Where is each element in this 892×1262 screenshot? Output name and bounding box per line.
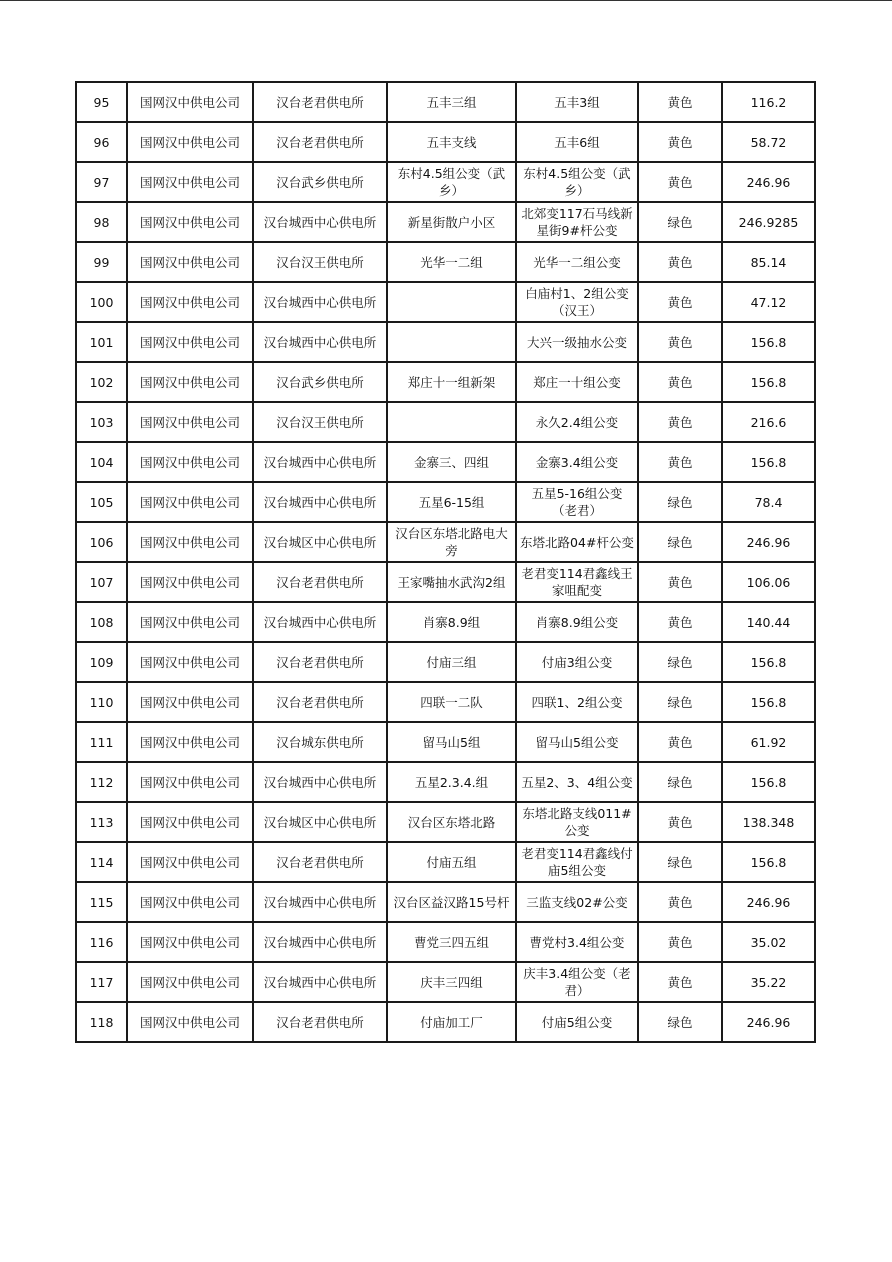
value-cell: 116.2: [722, 82, 815, 122]
alert-level-cell: 黄色: [638, 362, 722, 402]
transformer-cell: 付庙5组公变: [516, 1002, 638, 1042]
company-cell: 国网汉中供电公司: [127, 442, 253, 482]
area-cell: 光华一二组: [387, 242, 516, 282]
transformer-cell: 三监支线02#公变: [516, 882, 638, 922]
value-cell: 35.22: [722, 962, 815, 1002]
transformer-cell: 东村4.5组公变（武乡）: [516, 162, 638, 202]
transformer-cell: 肖寨8.9组公变: [516, 602, 638, 642]
row-number-cell: 99: [76, 242, 127, 282]
transformer-cell: 大兴一级抽水公变: [516, 322, 638, 362]
alert-level-cell: 黄色: [638, 322, 722, 362]
transformer-cell: 四联1、2组公变: [516, 682, 638, 722]
transformer-cell: 五星2、3、4组公变: [516, 762, 638, 802]
table-row: [76, 682, 815, 722]
row-number-cell: 109: [76, 642, 127, 682]
value-cell: 156.8: [722, 442, 815, 482]
row-number-cell: 105: [76, 482, 127, 522]
area-cell: 付庙加工厂: [387, 1002, 516, 1042]
supply-station-cell: 汉台城西中心供电所: [253, 322, 387, 362]
value-cell: 58.72: [722, 122, 815, 162]
company-cell: 国网汉中供电公司: [127, 362, 253, 402]
area-cell: 五丰三组: [387, 82, 516, 122]
area-cell: 东村4.5组公变（武乡）: [387, 162, 516, 202]
row-number-cell: 96: [76, 122, 127, 162]
area-cell: 王家嘴抽水武沟2组: [387, 562, 516, 602]
table-row: [76, 482, 815, 522]
value-cell: 156.8: [722, 842, 815, 882]
row-number-cell: 114: [76, 842, 127, 882]
alert-level-cell: 黄色: [638, 402, 722, 442]
row-number-cell: 102: [76, 362, 127, 402]
supply-station-cell: 汉台城东供电所: [253, 722, 387, 762]
supply-station-cell: 汉台老君供电所: [253, 682, 387, 722]
transformer-cell: 庆丰3.4组公变（老君）: [516, 962, 638, 1002]
area-cell: 曹党三四五组: [387, 922, 516, 962]
page-top-border: [0, 0, 892, 1]
supply-station-cell: 汉台老君供电所: [253, 842, 387, 882]
row-number-cell: 95: [76, 82, 127, 122]
row-number-cell: 112: [76, 762, 127, 802]
company-cell: 国网汉中供电公司: [127, 282, 253, 322]
alert-level-cell: 黄色: [638, 82, 722, 122]
row-number-cell: 110: [76, 682, 127, 722]
company-cell: 国网汉中供电公司: [127, 762, 253, 802]
row-number-cell: 107: [76, 562, 127, 602]
company-cell: 国网汉中供电公司: [127, 802, 253, 842]
company-cell: 国网汉中供电公司: [127, 402, 253, 442]
transformer-cell: 曹党村3.4组公变: [516, 922, 638, 962]
supply-station-cell: 汉台城西中心供电所: [253, 442, 387, 482]
supply-station-cell: 汉台城西中心供电所: [253, 602, 387, 642]
alert-level-cell: 黄色: [638, 162, 722, 202]
alert-level-cell: 绿色: [638, 202, 722, 242]
row-number-cell: 111: [76, 722, 127, 762]
supply-station-cell: 汉台城西中心供电所: [253, 762, 387, 802]
value-cell: 78.4: [722, 482, 815, 522]
supply-station-cell: 汉台城区中心供电所: [253, 522, 387, 562]
alert-level-cell: 绿色: [638, 682, 722, 722]
table-row: [76, 282, 815, 322]
transformer-cell: 白庙村1、2组公变（汉王）: [516, 282, 638, 322]
table-row: [76, 242, 815, 282]
table-row: [76, 602, 815, 642]
supply-station-cell: 汉台老君供电所: [253, 1002, 387, 1042]
table-row: [76, 762, 815, 802]
value-cell: 47.12: [722, 282, 815, 322]
company-cell: 国网汉中供电公司: [127, 522, 253, 562]
value-cell: 156.8: [722, 642, 815, 682]
value-cell: 106.06: [722, 562, 815, 602]
transformer-cell: 东塔北路04#杆公变: [516, 522, 638, 562]
transformer-cell: 老君变114君鑫线付庙5组公变: [516, 842, 638, 882]
alert-level-cell: 黄色: [638, 602, 722, 642]
area-cell: 五星2.3.4.组: [387, 762, 516, 802]
area-cell: 五星6-15组: [387, 482, 516, 522]
area-cell: 郑庄十一组新架: [387, 362, 516, 402]
area-cell: 金寨三、四组: [387, 442, 516, 482]
supply-station-cell: 汉台汉王供电所: [253, 402, 387, 442]
alert-level-cell: 黄色: [638, 122, 722, 162]
area-cell: 新星街散户小区: [387, 202, 516, 242]
transformer-cell: 付庙3组公变: [516, 642, 638, 682]
alert-level-cell: 黄色: [638, 242, 722, 282]
area-cell: 汉台区益汉路15号杆: [387, 882, 516, 922]
transformer-cell: 五丰6组: [516, 122, 638, 162]
supply-station-cell: 汉台城西中心供电所: [253, 282, 387, 322]
company-cell: 国网汉中供电公司: [127, 1002, 253, 1042]
data-table: [75, 81, 816, 1043]
alert-level-cell: 绿色: [638, 762, 722, 802]
value-cell: 138.348: [722, 802, 815, 842]
value-cell: 156.8: [722, 362, 815, 402]
company-cell: 国网汉中供电公司: [127, 642, 253, 682]
table-row: [76, 362, 815, 402]
transformer-cell: 留马山5组公变: [516, 722, 638, 762]
supply-station-cell: 汉台老君供电所: [253, 562, 387, 602]
transformer-cell: 金寨3.4组公变: [516, 442, 638, 482]
area-cell: 五丰支线: [387, 122, 516, 162]
row-number-cell: 97: [76, 162, 127, 202]
transformer-cell: 老君变114君鑫线王家咀配变: [516, 562, 638, 602]
transformer-cell: 北郊变117石马线新星街9#杆公变: [516, 202, 638, 242]
row-number-cell: 115: [76, 882, 127, 922]
value-cell: 246.96: [722, 162, 815, 202]
transformer-cell: 永久2.4组公变: [516, 402, 638, 442]
table-row: [76, 962, 815, 1002]
area-cell: [387, 282, 516, 322]
value-cell: 246.96: [722, 882, 815, 922]
alert-level-cell: 绿色: [638, 842, 722, 882]
supply-station-cell: 汉台汉王供电所: [253, 242, 387, 282]
supply-station-cell: 汉台老君供电所: [253, 642, 387, 682]
table-row: [76, 122, 815, 162]
transformer-cell: 东塔北路支线011#公变: [516, 802, 638, 842]
supply-station-cell: 汉台城西中心供电所: [253, 482, 387, 522]
company-cell: 国网汉中供电公司: [127, 842, 253, 882]
transformer-cell: 五星5-16组公变（老君）: [516, 482, 638, 522]
value-cell: 246.9285: [722, 202, 815, 242]
value-cell: 156.8: [722, 322, 815, 362]
company-cell: 国网汉中供电公司: [127, 242, 253, 282]
row-number-cell: 117: [76, 962, 127, 1002]
row-number-cell: 100: [76, 282, 127, 322]
alert-level-cell: 黄色: [638, 962, 722, 1002]
value-cell: 156.8: [722, 762, 815, 802]
area-cell: [387, 322, 516, 362]
company-cell: 国网汉中供电公司: [127, 882, 253, 922]
row-number-cell: 103: [76, 402, 127, 442]
transformer-cell: 郑庄一十组公变: [516, 362, 638, 402]
transformer-cell: 光华一二组公变: [516, 242, 638, 282]
alert-level-cell: 黄色: [638, 722, 722, 762]
supply-station-cell: 汉台老君供电所: [253, 82, 387, 122]
table-row: [76, 1002, 815, 1042]
row-number-cell: 116: [76, 922, 127, 962]
company-cell: 国网汉中供电公司: [127, 602, 253, 642]
company-cell: 国网汉中供电公司: [127, 722, 253, 762]
table-row: [76, 522, 815, 562]
area-cell: 四联一二队: [387, 682, 516, 722]
value-cell: 246.96: [722, 1002, 815, 1042]
company-cell: 国网汉中供电公司: [127, 922, 253, 962]
alert-level-cell: 绿色: [638, 642, 722, 682]
row-number-cell: 101: [76, 322, 127, 362]
value-cell: 140.44: [722, 602, 815, 642]
alert-level-cell: 黄色: [638, 882, 722, 922]
table-row: [76, 842, 815, 882]
company-cell: 国网汉中供电公司: [127, 682, 253, 722]
supply-station-cell: 汉台城西中心供电所: [253, 882, 387, 922]
row-number-cell: 118: [76, 1002, 127, 1042]
value-cell: 61.92: [722, 722, 815, 762]
table-row: [76, 882, 815, 922]
value-cell: 35.02: [722, 922, 815, 962]
table-row: [76, 922, 815, 962]
table-body: [76, 82, 815, 1042]
value-cell: 246.96: [722, 522, 815, 562]
value-cell: 85.14: [722, 242, 815, 282]
table-row: [76, 562, 815, 602]
company-cell: 国网汉中供电公司: [127, 482, 253, 522]
table-row: [76, 82, 815, 122]
company-cell: 国网汉中供电公司: [127, 122, 253, 162]
row-number-cell: 98: [76, 202, 127, 242]
table-row: [76, 402, 815, 442]
area-cell: 肖寨8.9组: [387, 602, 516, 642]
company-cell: 国网汉中供电公司: [127, 562, 253, 602]
company-cell: 国网汉中供电公司: [127, 202, 253, 242]
area-cell: 付庙五组: [387, 842, 516, 882]
alert-level-cell: 黄色: [638, 282, 722, 322]
value-cell: 156.8: [722, 682, 815, 722]
supply-station-cell: 汉台武乡供电所: [253, 362, 387, 402]
supply-station-cell: 汉台城西中心供电所: [253, 962, 387, 1002]
table-row: [76, 442, 815, 482]
area-cell: 汉台区东塔北路: [387, 802, 516, 842]
company-cell: 国网汉中供电公司: [127, 962, 253, 1002]
area-cell: 汉台区东塔北路电大旁: [387, 522, 516, 562]
table-row: [76, 322, 815, 362]
alert-level-cell: 黄色: [638, 802, 722, 842]
row-number-cell: 106: [76, 522, 127, 562]
transformer-cell: 五丰3组: [516, 82, 638, 122]
table-row: [76, 802, 815, 842]
alert-level-cell: 黄色: [638, 922, 722, 962]
supply-station-cell: 汉台城西中心供电所: [253, 202, 387, 242]
company-cell: 国网汉中供电公司: [127, 162, 253, 202]
supply-station-cell: 汉台城西中心供电所: [253, 922, 387, 962]
area-cell: 留马山5组: [387, 722, 516, 762]
area-cell: 付庙三组: [387, 642, 516, 682]
supply-station-cell: 汉台武乡供电所: [253, 162, 387, 202]
alert-level-cell: 绿色: [638, 1002, 722, 1042]
supply-station-cell: 汉台老君供电所: [253, 122, 387, 162]
area-cell: 庆丰三四组: [387, 962, 516, 1002]
row-number-cell: 104: [76, 442, 127, 482]
area-cell: [387, 402, 516, 442]
company-cell: 国网汉中供电公司: [127, 82, 253, 122]
company-cell: 国网汉中供电公司: [127, 322, 253, 362]
table-row: [76, 642, 815, 682]
supply-station-cell: 汉台城区中心供电所: [253, 802, 387, 842]
table-row: [76, 722, 815, 762]
table-row: [76, 202, 815, 242]
alert-level-cell: 绿色: [638, 482, 722, 522]
row-number-cell: 108: [76, 602, 127, 642]
value-cell: 216.6: [722, 402, 815, 442]
alert-level-cell: 黄色: [638, 442, 722, 482]
alert-level-cell: 绿色: [638, 522, 722, 562]
row-number-cell: 113: [76, 802, 127, 842]
alert-level-cell: 黄色: [638, 562, 722, 602]
table-row: [76, 162, 815, 202]
